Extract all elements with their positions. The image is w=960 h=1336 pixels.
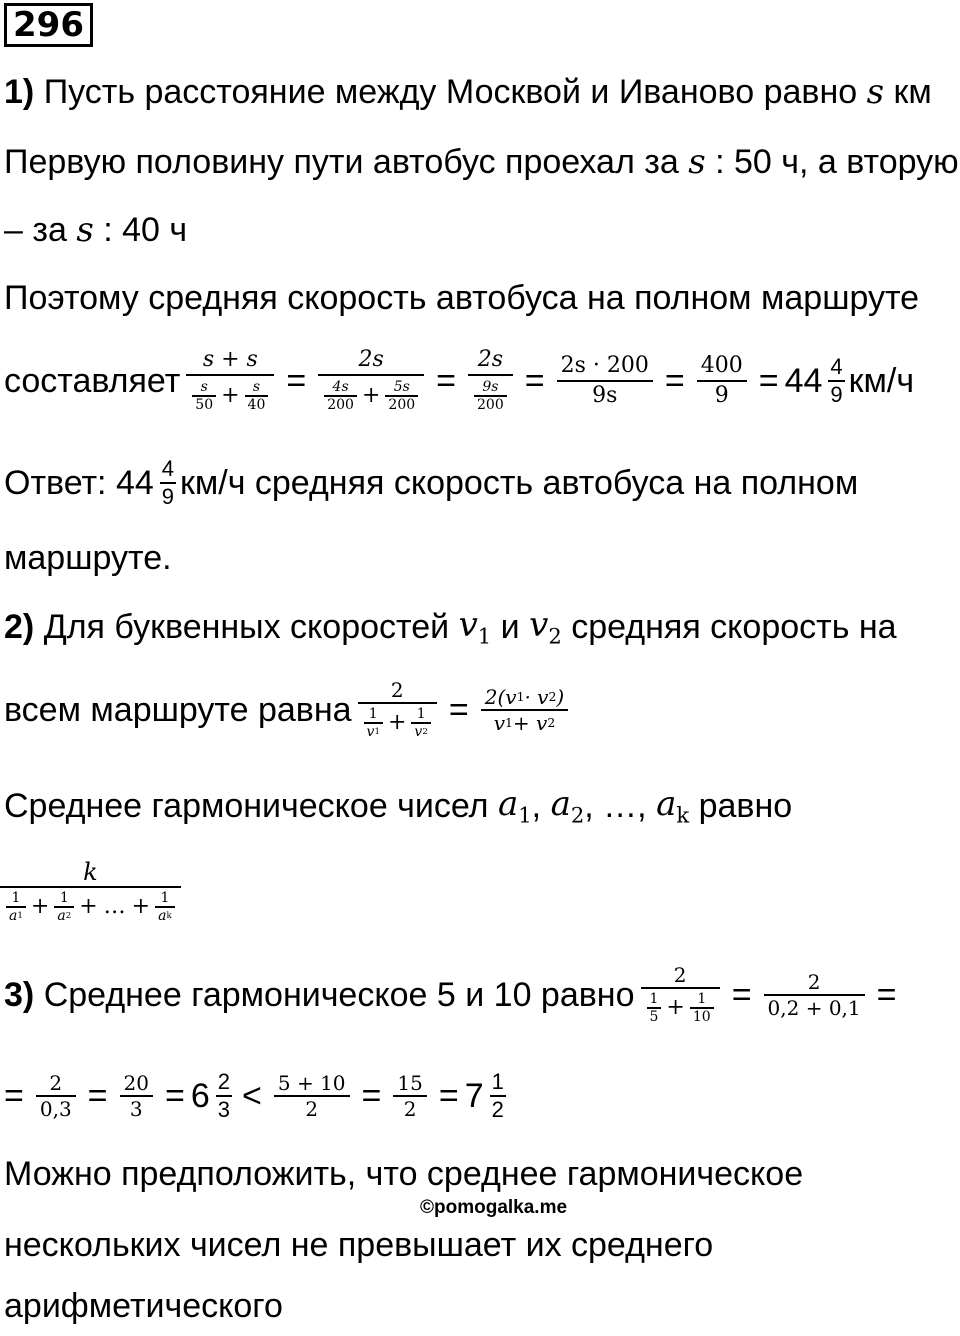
part2-label: 2) [4,608,35,646]
fraction-den: 3 [129,1097,143,1121]
fraction-num: 4s [332,379,349,395]
fraction-den [318,376,424,416]
fraction-num: 4 [830,354,843,379]
fraction-num: 20 [123,1071,149,1095]
fraction-den: 9s [592,383,618,408]
subscript: 1 [17,910,23,921]
fraction-num: 15 [397,1071,423,1095]
subscript: 2 [548,623,562,649]
part2-equation-lead: всем маршруте равна [4,691,352,729]
expr-part: + v [512,711,548,735]
expr-part: 2(v [484,685,517,709]
plus-sign: + [79,894,98,919]
part3-line1 [4,955,903,1035]
subscript: 1 [516,688,525,704]
equals-sign: = [87,1077,108,1115]
expr-part: v [493,711,505,735]
harmonic-5-10-fraction [641,963,720,1027]
part1-line3-text: – за [4,211,67,249]
decimal-fraction [764,970,865,1020]
equals-sign: = [524,362,545,400]
harmonic-mean-formula [0,842,181,942]
fraction-den: 50 [195,397,214,413]
var-a: a [550,783,571,824]
conclusion-line2 [4,1215,713,1275]
equals-sign: = [448,691,469,729]
subscript: 2 [547,714,556,730]
nested-fraction [647,991,662,1025]
equals-sign: = [758,362,779,400]
plus-sign: + [666,995,685,1020]
nested-fraction [385,379,418,413]
fraction-den [186,376,274,416]
subscript: 1 [477,623,492,649]
mixed-whole: 7 [464,1077,484,1115]
var-a: a [497,783,519,824]
fraction-g4 [274,1071,350,1121]
nested-fraction [411,706,430,740]
fraction-num: s [252,379,261,395]
fraction-den [155,908,175,924]
var-v1 [458,604,492,649]
part3-line1-text: Среднее гармоническое 5 и 10 равно [43,976,635,1014]
var-v: v [458,604,478,645]
subscript: 2 [422,726,428,737]
separator: , [531,787,542,825]
fraction-den: 0,3 [39,1097,72,1121]
fraction-num: k [83,858,98,886]
fraction-den [0,888,181,926]
fraction-5 [697,352,747,410]
fraction-den: 0,2 + 0,1 [767,996,861,1020]
fraction-den: 200 [388,397,416,413]
equals-sign: = [438,1077,459,1115]
subscript: 2 [548,688,557,704]
harmonic-mean-fraction [0,858,181,926]
less-than-sign: < [242,1077,262,1115]
fraction-num: s + s [202,347,258,372]
var-a: a [158,908,167,924]
plus-sign: + [30,894,50,919]
part3-label: 3) [4,976,35,1014]
var-v: v [414,724,423,740]
part1-line2-rest: : 50 ч, а вторую [715,143,959,181]
fraction-num: 2 [390,678,404,702]
part1-line1-text: Пусть расстояние между Москвой и Иваново равно [43,73,858,111]
answer-end: маршруте. [4,539,172,577]
part1-line4 [4,268,919,328]
fraction-g1 [36,1071,76,1121]
part1-line3-rest: : 40 ч [103,211,188,249]
fraction-2 [318,346,424,416]
nested-fraction [324,379,357,413]
fraction-den: 5 [649,1009,659,1025]
watermark: ©pomogalka.me [420,1197,568,1218]
fraction-den: 2 [403,1097,417,1121]
fraction-num: 5 + 10 [277,1071,346,1095]
var-a: a [57,908,66,924]
subscript: 1 [374,726,380,737]
fraction-den: 9 [161,484,175,509]
equals-sign: = [361,1077,382,1115]
fraction-den: 2 [305,1097,319,1121]
nested-fraction [192,379,216,413]
fraction-num: 1 [59,890,69,906]
conclusion-text: Можно предположить, что среднее гармоническое [4,1155,804,1193]
mixed-number-g6 [465,1069,510,1123]
fraction-num [481,685,568,709]
conclusion-text: нескольких чисел не превышает их среднего [4,1226,714,1264]
fraction-den [641,989,720,1027]
part2-line3-text: Среднее гармоническое чисел [4,787,489,825]
var-s: s [76,210,94,250]
fraction-den [54,908,74,924]
fraction-den [358,704,437,742]
nested-fraction [474,379,507,413]
fraction-num: 1 [416,706,426,722]
fraction-num: 9s [482,379,499,395]
subscript: 2 [570,802,585,828]
fraction-num: 400 [700,353,743,378]
fraction-den [468,376,513,416]
fraction-den: 9 [714,383,729,408]
fraction-4 [557,352,653,410]
fraction-den: 2 [491,1097,504,1122]
var-v: v [529,604,549,645]
part1-equation-lead: составляет [4,362,181,400]
unit-kmh: км/ч [848,362,915,400]
nested-fraction [364,706,383,740]
mixed-number-result [785,354,849,408]
part2-line1 [4,597,897,657]
subscript: 1 [505,714,513,730]
fraction-den [411,724,430,740]
part1-line4-text: Поэтому средняя скорость автобуса на полном маршруте [4,279,920,317]
part1-line1 [4,62,932,122]
subscript: 2 [65,910,72,921]
part1-answer [4,448,858,518]
part2-line3 [4,776,792,836]
plus-sign: + [361,383,381,408]
expr-part: ) [556,685,565,709]
subscript: k [166,910,172,921]
var-v: v [366,724,375,740]
fraction-num: 1 [368,706,378,722]
equals-sign: = [876,976,897,1014]
subscript: 1 [518,802,532,828]
part1-line2-text: Первую половину пути автобус проехал за [4,143,679,181]
part1-answer-end [4,528,172,588]
plus-sign: + [221,383,240,408]
expr-part: · v [524,685,549,709]
equals-sign: = [664,362,685,400]
mixed-fraction [160,456,176,510]
fraction-num: 1 [697,991,707,1007]
fraction-den: 10 [692,1009,711,1025]
fraction-den [6,908,26,924]
fraction-num: 4 [161,456,175,481]
part3-line2 [4,1058,510,1134]
fraction-den [364,724,383,740]
harmonic-two-fraction [358,678,437,742]
harmonic-two-simplified [481,685,568,735]
problem-number: 296 [4,3,93,47]
unit-km: км [893,73,932,111]
equals-sign: = [4,1077,24,1115]
part2-line1-rest: средняя скорость на [571,608,897,646]
part2-line3-rest: равно [698,787,793,825]
fraction-den: 200 [327,397,354,413]
fraction-num: 2 [673,963,687,987]
plus-sign: + [387,710,407,735]
fraction-den [490,711,560,735]
mixed-fraction [216,1069,232,1123]
part1-equation [4,343,914,419]
conj-and: и [500,608,520,646]
fraction-num: 2 [49,1071,63,1095]
fraction-num: 1 [11,890,21,906]
part2-equation [4,670,574,750]
var-a1 [497,783,532,828]
fraction-num: 2s · 200 [560,353,649,378]
nested-fraction [155,890,175,924]
mixed-whole: 44 [784,362,823,400]
conclusion-line1 [4,1144,803,1204]
fraction-g5 [393,1071,426,1121]
fraction-num: 5s [393,379,410,395]
answer-rest: км/ч средняя скорость автобуса на полном [180,464,859,502]
part1-label: 1) [4,73,35,111]
answer-lead: Ответ: [4,464,107,502]
var-ak [656,783,690,828]
fraction-den: 200 [477,397,504,413]
fraction-den: 3 [217,1097,231,1122]
fraction-num: 1 [160,890,170,906]
subscript: k [676,802,690,828]
nested-fraction [6,890,26,924]
var-a: a [656,783,677,824]
conclusion-line3 [4,1276,283,1336]
var-s: s [866,72,885,112]
answer-mixed-number [116,456,180,510]
part1-line2 [4,132,959,192]
mixed-fraction [490,1069,506,1123]
part1-line3 [4,200,187,260]
fraction-num: 2 [217,1069,231,1094]
nested-fraction [690,991,714,1025]
fraction-num: 2 [807,970,821,994]
fraction-g2 [120,1071,153,1121]
fraction-den: 40 [247,397,266,413]
fraction-num: 1 [491,1069,504,1094]
mixed-number-g3 [191,1069,236,1123]
ellipsis: … [103,894,126,919]
fraction-num: s [200,379,208,395]
part2-line1-text: Для буквенных скоростей [43,608,450,646]
equals-sign: = [436,362,456,400]
var-v2 [529,604,562,649]
fraction-den: 9 [830,382,843,407]
nested-fraction [245,379,269,413]
ellipsis: , …, [584,787,647,825]
var-a2 [550,783,585,828]
equals-sign: = [286,362,307,400]
nested-fraction [54,890,74,924]
plus-sign: + [131,894,151,919]
var-a: a [9,908,18,924]
mixed-whole: 6 [190,1077,210,1115]
mixed-fraction [828,354,844,408]
fraction-1 [186,346,274,416]
conclusion-text: арифметического [4,1287,283,1325]
mixed-whole: 44 [115,464,154,502]
equals-sign: = [731,976,752,1014]
var-s: s [688,142,706,182]
fraction-3 [468,346,513,416]
fraction-num: 1 [649,991,659,1007]
fraction-num: 2s [477,347,504,372]
equals-sign: = [164,1077,185,1115]
fraction-num: 2s [358,347,384,372]
